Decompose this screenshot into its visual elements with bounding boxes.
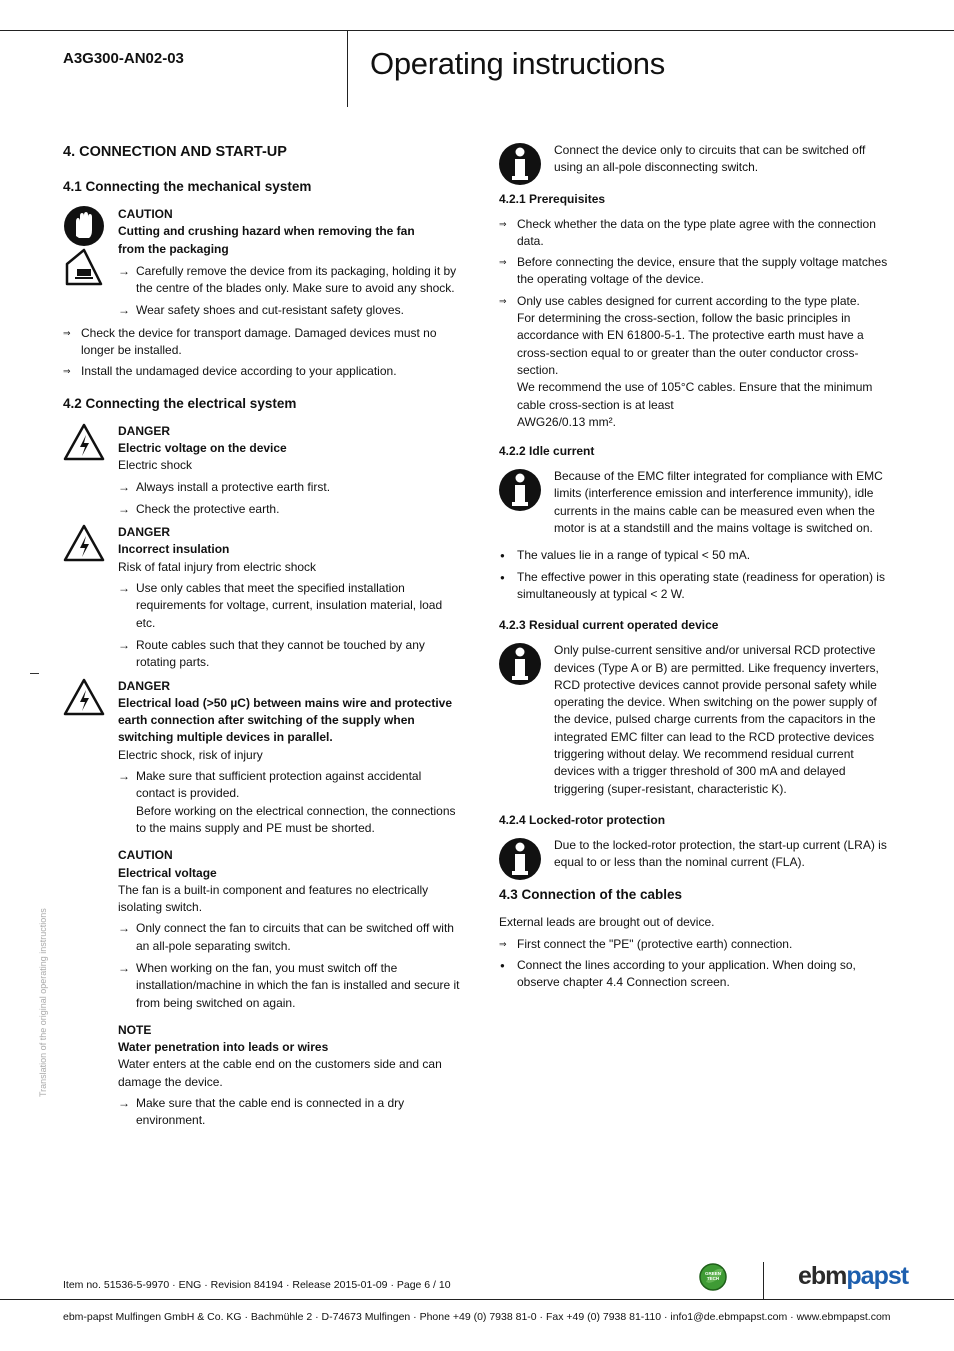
note-label: NOTE: [118, 1022, 152, 1037]
ebmpapst-logo: [798, 1259, 908, 1293]
note-headline: Water penetration into leads or wires: [118, 1040, 329, 1055]
info-icon: [499, 142, 541, 186]
gloves-icon: [63, 206, 105, 288]
section-heading: 4. CONNECTION AND START-UP: [63, 144, 287, 160]
subsection-heading-idle-current: 4.2.2 Idle current: [499, 444, 595, 459]
danger-step: → Check the protective earth.: [118, 501, 463, 518]
item-info: Item no. 51536-5-9970 · ENG · Revision 84194 · Release 2015-01-09 · Page 6 / 10: [63, 1279, 451, 1291]
cables-intro: External leads are brought out of device.: [499, 914, 715, 929]
list-item-text: ⇒ Only use cables designed for current according to the type plate.: [517, 293, 860, 308]
subsection-heading-prerequisites: 4.2.1 Prerequisites: [499, 191, 606, 206]
caution-label: CAUTION: [118, 848, 173, 863]
list-item: ● Connect the lines according to your application. When doing so, observe chapter 4.4 Connection screen.: [499, 957, 889, 992]
info-text: Only pulse-current sensitive and/or universal RCD protective devices (Type A or B) are permitted. Like frequency inverters, RCD protective devices cannot provide personal safety while operating the device. When switching on the power supply of the device, pulsed charge currents from the capacitors in the integrated EMC filter can lead to the RCD protective devices triggering without delay. We recommend residual current devices with a trigger threshold of 300 mA and delayed triggering (super-resistant, characteristic K).: [554, 643, 879, 796]
caution-step: → Carefully remove the device from its packaging, holding it by the centre of the blades only. Make sure to avoid any shock.: [118, 263, 463, 298]
company-address: ebm-papst Mulfingen GmbH & Co. KG · Bachmühle 2 · D-74673 Mulfingen · Phone +49 (0) 7938 81-0 · Fax +49 (0) 7938 81-110 · info1@de.ebmpapst.com · www.ebmpapst.com: [63, 1311, 891, 1323]
info-text: Because of the EMC filter integrated for compliance with EMC limits (interference emission and interference immunity), idle currents in the mains cable can be measured even when the motor is at a standstill and the mains voltage is switched on.: [554, 469, 883, 536]
danger-block-electrical-load: [63, 678, 463, 838]
list-item-text: AWG26/0.13 mm².: [517, 414, 616, 429]
danger-description: Electric shock, risk of injury: [118, 747, 263, 762]
info-block-rcd: [499, 642, 889, 798]
caution-label: CAUTION: [118, 207, 173, 221]
caution-icons: [63, 206, 105, 293]
logo-ebm: ebm: [798, 1262, 847, 1290]
danger-label: DANGER: [118, 678, 171, 693]
subsection-heading-locked-rotor: 4.2.4 Locked-rotor protection: [499, 812, 666, 827]
danger-step: [118, 768, 463, 837]
high-voltage-warning-icon: [63, 678, 105, 716]
danger-label: DANGER: [118, 423, 171, 438]
danger-description: Electric shock: [118, 458, 193, 473]
left-column: [63, 142, 463, 1135]
info-icon: [499, 837, 541, 881]
danger-block-voltage: [63, 423, 463, 518]
header-divider: [347, 30, 348, 107]
info-block-switch: [499, 142, 889, 177]
high-voltage-warning-icon: [63, 524, 105, 562]
subsection-heading-mechanical: 4.1 Connecting the mechanical system: [63, 179, 312, 194]
caution-step: → When working on the fan, you must switch off the installation/machine in which the fan is installed and secure it from being switched on again.: [118, 960, 463, 1012]
list-item: ● The values lie in a range of typical < 50 mA.: [499, 547, 889, 564]
greentech-badge: [697, 1262, 729, 1297]
caution-headline: Electrical voltage: [118, 865, 217, 880]
model-number: A3G300-AN02-03: [63, 50, 184, 67]
caution-step: → Wear safety shoes and cut-resistant safety gloves.: [118, 302, 463, 319]
info-icon: [499, 642, 541, 686]
page-title: Operating instructions: [370, 46, 665, 81]
danger-label: DANGER: [118, 525, 171, 540]
list-item: ⇒ Check the device for transport damage. Damaged devices must no longer be installed.: [63, 325, 463, 360]
high-voltage-warning-icon: [63, 423, 105, 461]
caution-headline: Cutting and crushing hazard when removing the fan from the packaging: [118, 224, 415, 256]
footer-divider: [763, 1262, 764, 1299]
note-description: Water enters at the cable end on the customers side and can damage the device.: [118, 1057, 442, 1089]
list-item: ⇒ Install the undamaged device according to your application.: [63, 363, 463, 380]
list-item-text: We recommend the use of 105°C cables. Ensure that the minimum cable cross-section is at least: [517, 380, 873, 412]
list-item: ⇒ Check whether the data on the type plate agree with the connection data.: [499, 216, 889, 251]
list-item: ⇒ Before connecting the device, ensure that the supply voltage matches the operating voltage of the device.: [499, 254, 889, 289]
note-block-water: [63, 1022, 463, 1130]
note-step: → Make sure that the cable end is connected in a dry environment.: [118, 1095, 463, 1130]
subsection-heading-cables: 4.3 Connection of the cables: [499, 886, 683, 902]
danger-step-text: Before working on the electrical connection, the connections to the mains supply and PE must be shorted.: [136, 803, 456, 835]
caution-step: → Only connect the fan to circuits that can be switched off with an all-pole separating switch.: [118, 920, 463, 955]
danger-step: → Route cables such that they cannot be touched by any rotating parts.: [118, 637, 463, 672]
danger-block-insulation: [63, 524, 463, 671]
info-block-idle: [499, 468, 889, 537]
list-item: ⇒ First connect the "PE" (protective earth) connection.: [499, 936, 889, 953]
list-item: ● The effective power in this operating state (readiness for operation) is simultaneously at typical < 2 W.: [499, 569, 889, 604]
margin-mark: [30, 673, 39, 674]
side-note: Translation of the original operating instructions: [38, 908, 48, 1097]
danger-step: → Always install a protective earth first.: [118, 479, 463, 496]
caution-block-cutting: [63, 206, 463, 320]
danger-step: → Use only cables that meet the specified installation requirements for voltage, current, insulation material, load etc.: [118, 580, 463, 632]
footer-rule: [0, 1299, 954, 1300]
caution-block-electrical-voltage: [63, 847, 463, 1012]
info-icon: [499, 468, 541, 512]
subsection-heading-rcd: 4.2.3 Residual current operated device: [499, 618, 719, 633]
list-item-text: For determining the cross-section, follow the basic principles in accordance with EN 61800-5-1. The protective earth must have a cross-section equal to or greater than the outer conductor cross-section.: [517, 311, 864, 377]
subsection-heading-electrical: 4.2 Connecting the electrical system: [63, 395, 297, 411]
list-item: [499, 293, 889, 431]
right-column: [499, 142, 889, 996]
greentech-text: GREEN TECH: [704, 1271, 721, 1281]
danger-headline: Electrical load (>50 µC) between mains wire and protective earth connection after switching of the supply when switching multiple devices in parallel.: [118, 695, 453, 745]
danger-headline: Incorrect insulation: [118, 542, 230, 557]
danger-step-text: → Make sure that sufficient protection against accidental contact is provided.: [136, 769, 422, 801]
info-text: Due to the locked-rotor protection, the start-up current (LRA) is equal to or less than the nominal current (FLA).: [554, 837, 887, 870]
logo-papst: papst: [846, 1262, 909, 1290]
danger-headline: Electric voltage on the device: [118, 440, 287, 455]
info-block-locked-rotor: [499, 837, 889, 872]
info-text: Connect the device only to circuits that can be switched off using an all-pole disconnecting switch.: [554, 143, 866, 175]
caution-description: The fan is a built-in component and features no electrically isolating switch.: [118, 882, 429, 915]
danger-description: Risk of fatal injury from electric shock: [118, 559, 317, 574]
header-top-rule: [0, 30, 954, 31]
